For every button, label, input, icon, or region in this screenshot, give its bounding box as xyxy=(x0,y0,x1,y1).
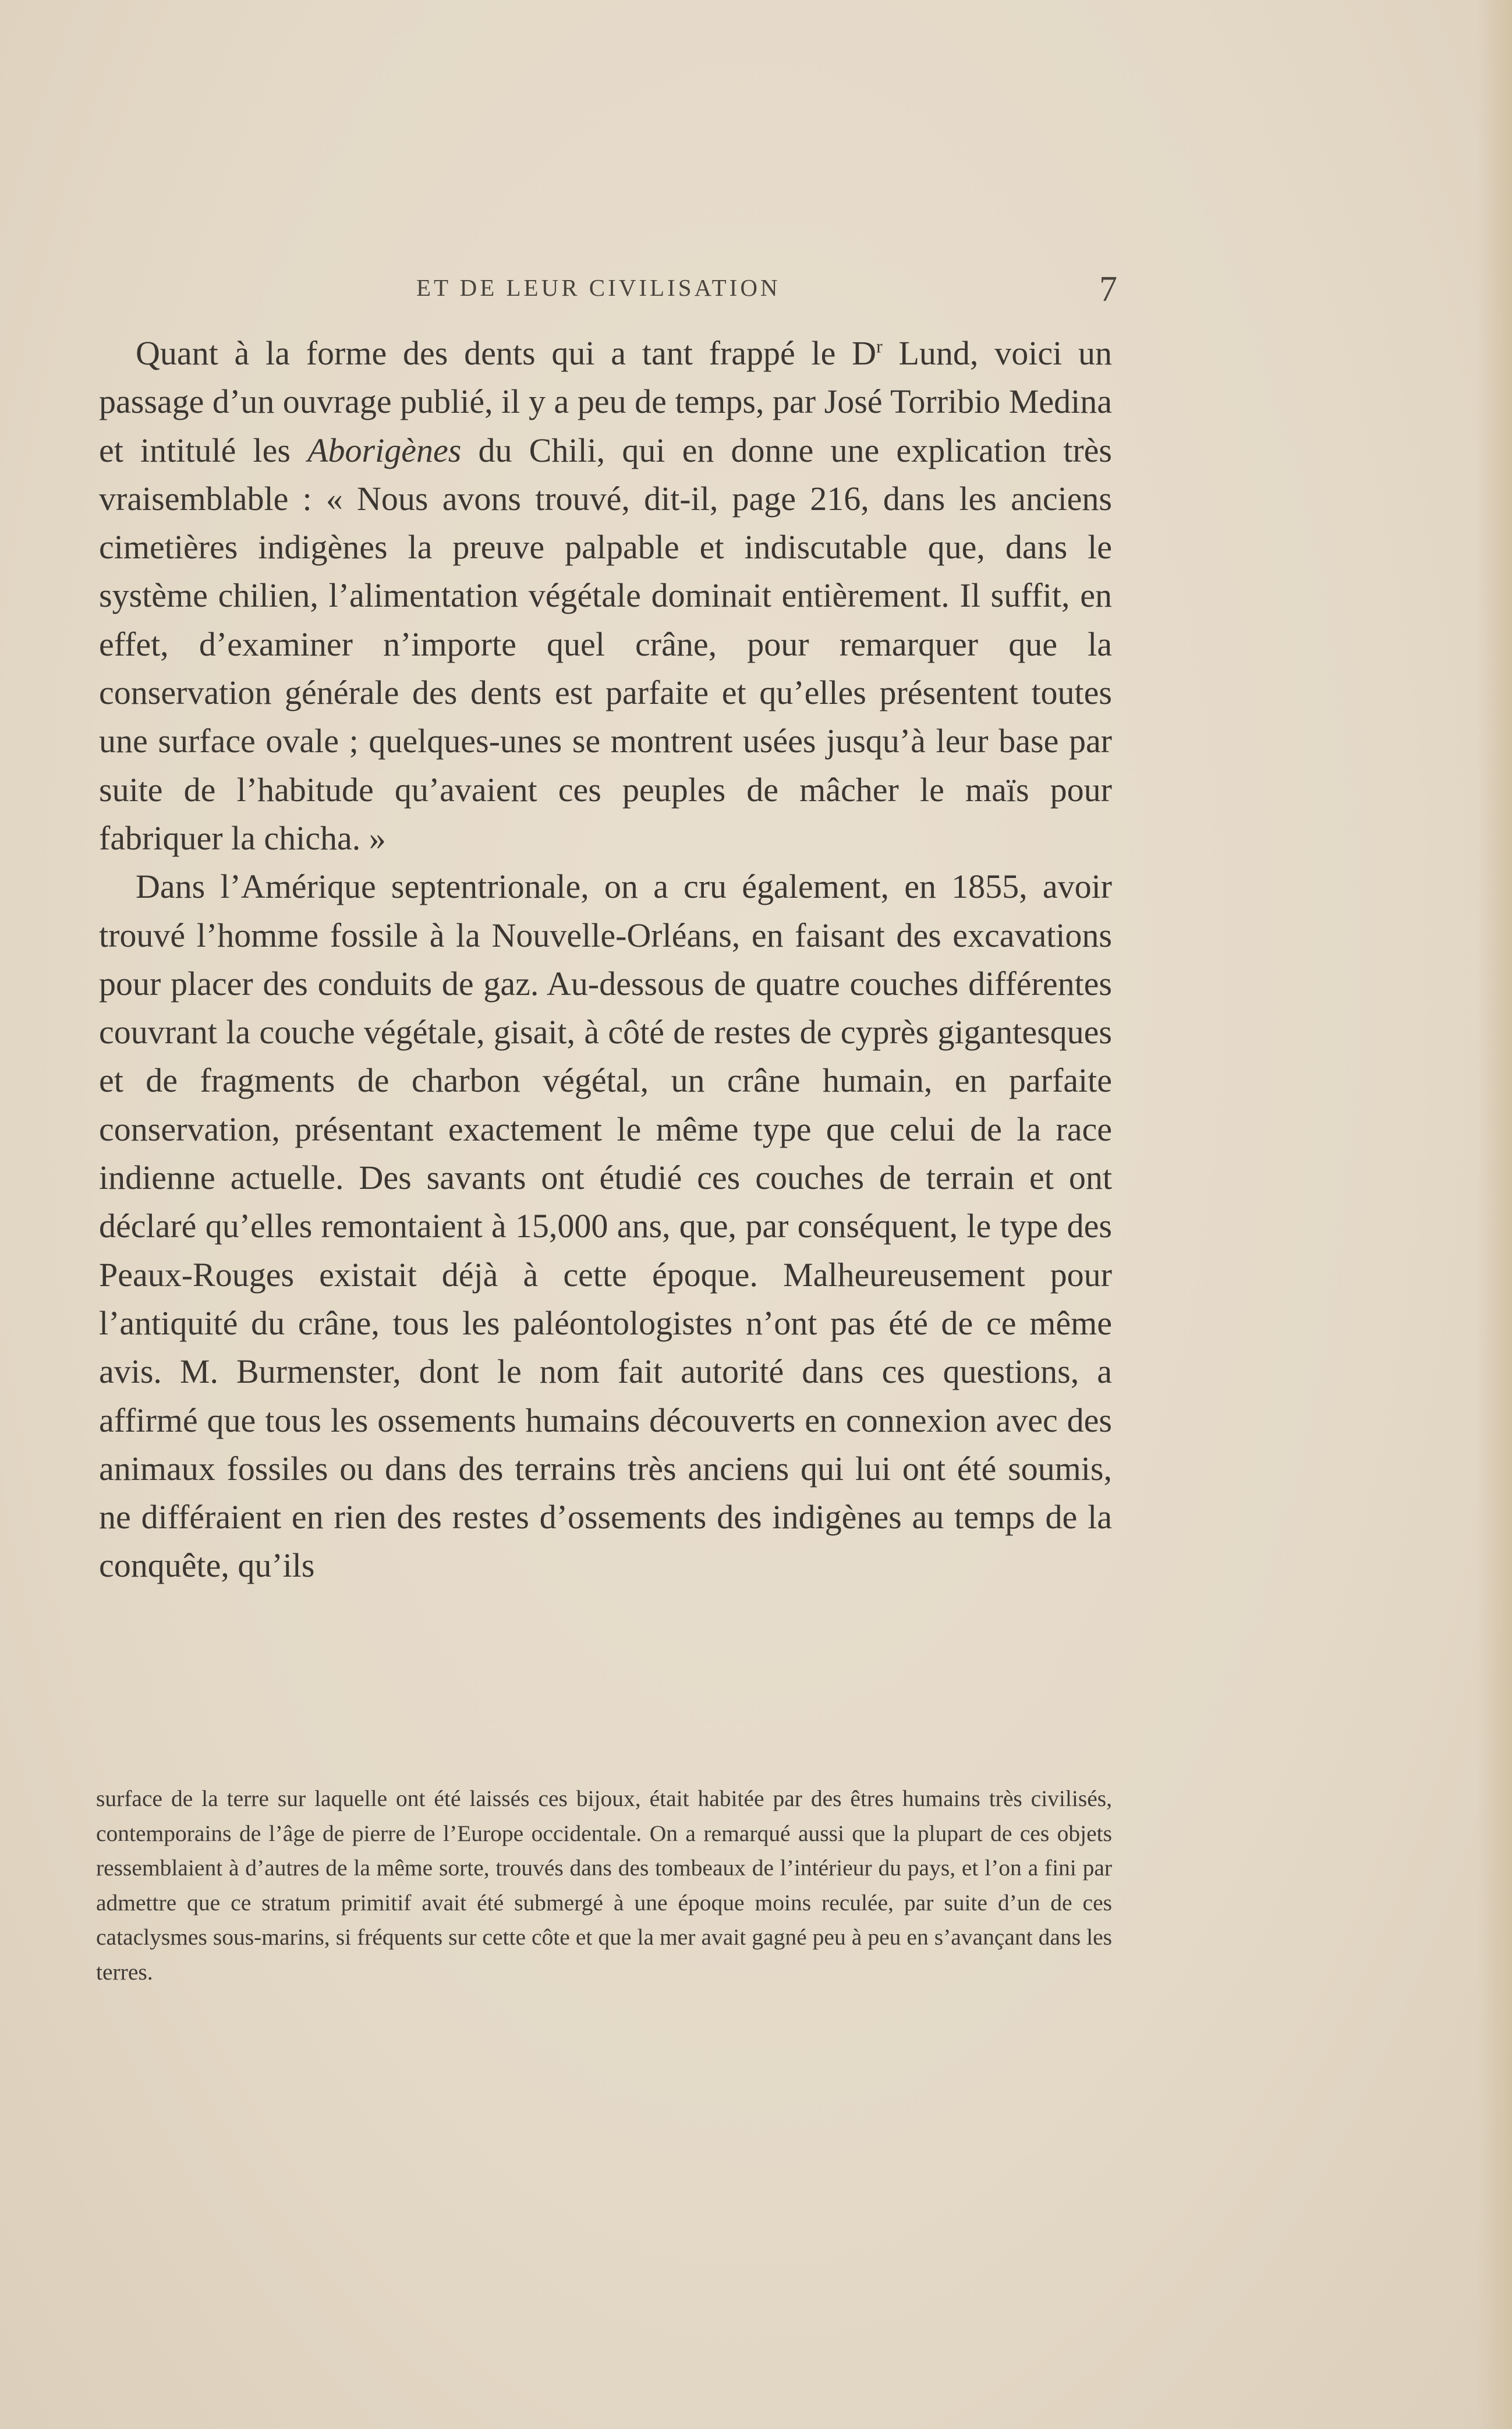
paragraph-1 xyxy=(99,329,1112,862)
paragraph-1-end: du Chili, qui en donne une explication très vraisemblable : « Nous avons trouvé, dit-il, page 216, dans les anciens cimetières indigènes la preuve palpable et indiscutable que, dans le système chilien, l’alimentation végétale dominait entièrement. Il suffit, en effet, d’examiner n’importe quel crâne, pour remarquer que la conservation générale des dents est parfaite et qu’elles présentent toutes une surface ovale ; quelques-unes se montrent usées jusqu’à leur base par suite de l’habitude qu’avaient ces peuples de mâcher le maïs pour fabriquer la chicha. » xyxy=(99,431,1112,857)
page-header xyxy=(99,269,1121,310)
paragraph-1-middle: Lund, voici un passage d’un ouvrage publié, il y a peu de temps, par José Torribio Medina et intitulé les xyxy=(99,334,1113,469)
italic-title: Aborigènes xyxy=(307,431,462,469)
main-text xyxy=(99,329,1112,1590)
running-title: ET DE LEUR CIVILISATION xyxy=(416,274,781,301)
page-number: 7 xyxy=(1099,270,1117,309)
paragraph-2: Dans l’Amérique septentrionale, on a cru également, en 1855, avoir trouvé l’homme fossile à la Nouvelle-Orléans, en faisant des excavations pour placer des conduits de gaz. Au-dessous de quatre couches différentes couvrant la couche végétale, gisait, à côté de restes de cyprès gigantesques et de fragments de charbon végétal, un crâne humain, en parfaite conservation, présentant exactement le même type que celui de la race indienne actuelle. Des savants ont étudié ces couches de terrain et ont déclaré qu’elles remontaient à 15,000 ans, que, par conséquent, le type des Peaux-Rouges existait déjà à cette époque. Malheureusement pour l’antiquité du crâne, tous les paléontologistes n’ont pas été de ce même avis. M. Burmenster, dont le nom fait autorité dans ces questions, a affirmé que tous les ossements humains découverts en connexion avec des animaux fossiles ou dans des terrains très anciens qui lui ont été soumis, ne différaient en rien des restes d’ossements des indigènes au temps de la conquête, qu’ils xyxy=(99,868,1112,1585)
footnote-text: surface de la terre sur laquelle ont été laissés ces bijoux, était habitée par des êtres humains très civilisés, contemporains de l’âge de pierre de l’Europe occidentale. On a remarqué aussi que la plupart de ces objets ressemblaient à d’autres de la même sorte, trouvés dans des tombeaux de l’intérieur du pays, et l’on a fini par admettre que ce stratum primitif avait été submergé à une époque moins reculée, par suite d’un de ces cataclysmes sous-marins, si fréquents sur cette côte et que la mer avait gagné peu à peu en s’avançant dans les terres. xyxy=(96,1786,1112,1985)
footnote xyxy=(96,1782,1112,1989)
page-edge-shadow xyxy=(1477,0,1512,2429)
paragraph-1-start: Quant à la forme des dents qui a tant frappé le D xyxy=(136,334,877,372)
doctor-superscript: r xyxy=(876,336,883,357)
